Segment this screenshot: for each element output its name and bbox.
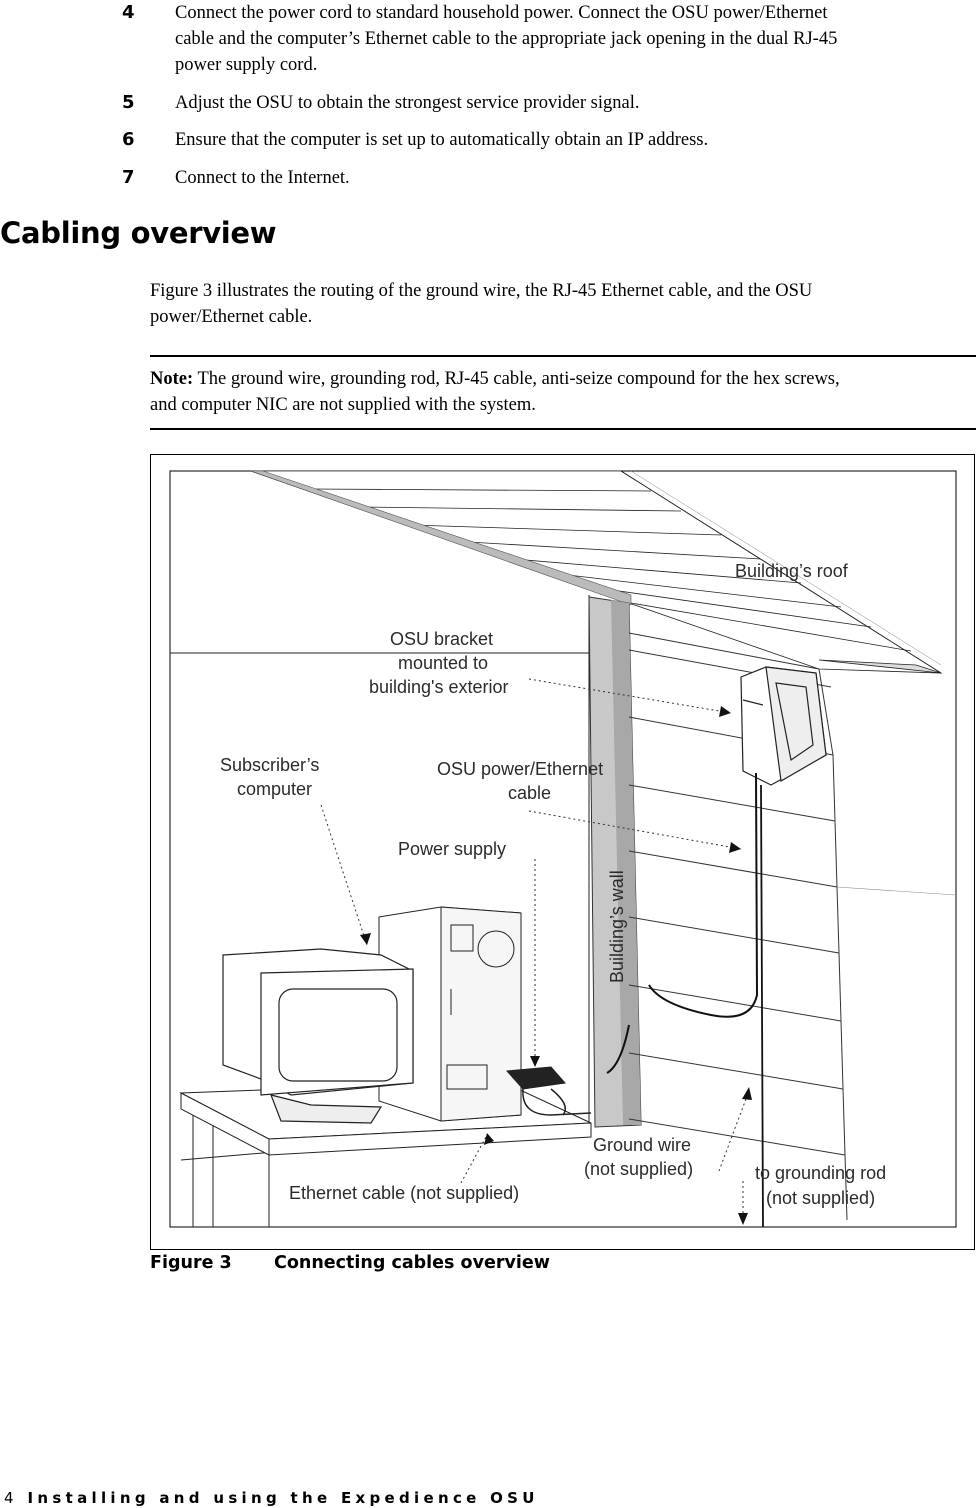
page-number: 4 — [4, 1489, 14, 1507]
caption-number: Figure 3 — [150, 1253, 232, 1273]
step-text-line: Connect the power cord to standard household power. Connect the OSU power/Ethernet — [175, 3, 828, 23]
intro-paragraph — [150, 278, 976, 330]
label-ground-wire-2: (not supplied) — [584, 1159, 694, 1179]
note-top-rule — [150, 355, 976, 357]
note — [150, 366, 976, 418]
label-roof: Building’s roof — [735, 561, 848, 581]
figure-caption — [150, 1253, 550, 1273]
step-text-line: power supply cord. — [175, 55, 318, 75]
caption-title: Connecting cables overview — [274, 1253, 550, 1273]
cabling-illustration — [151, 455, 976, 1251]
footer-title: Installing and using the Expedience OSU — [27, 1489, 539, 1507]
ground-wire-line — [761, 785, 763, 1227]
step-number: 7 — [122, 167, 135, 188]
step-text-line: Connect to the Internet. — [175, 168, 350, 188]
step-text-line: cable and the computer’s Ethernet cable to the appropriate jack opening in the dual RJ-45 — [175, 29, 838, 49]
label-power-supply: Power supply — [398, 839, 507, 859]
label-bracket-3: building's exterior — [369, 677, 509, 697]
step-text-line: Adjust the OSU to obtain the strongest service provider signal. — [175, 93, 640, 113]
label-grounding-rod-2: (not supplied) — [766, 1188, 876, 1208]
step-number: 5 — [122, 92, 135, 113]
label-computer-1: Subscriber’s — [220, 755, 320, 775]
label-ground-wire-1: Ground wire — [593, 1135, 692, 1155]
figure-3 — [150, 454, 975, 1250]
label-ethernet: Ethernet cable (not supplied) — [289, 1183, 520, 1203]
label-wall: Building’s wall — [607, 870, 627, 983]
label-grounding-rod-1: to grounding rod — [755, 1163, 887, 1183]
step-number: 4 — [122, 2, 135, 23]
osu-unit — [741, 667, 826, 785]
note-bottom-rule — [150, 428, 976, 430]
intro-line: Figure 3 illustrates the routing of the ground wire, the RJ-45 Ethernet cable, and the OSU — [150, 281, 813, 301]
section-title: Cabling overview — [0, 216, 277, 250]
step-number: 6 — [122, 129, 135, 150]
step-text-line: Ensure that the computer is set up to automatically obtain an IP address. — [175, 130, 709, 150]
label-computer-2: computer — [237, 779, 313, 799]
note-text: and computer NIC are not supplied with the system. — [150, 395, 536, 415]
note-text: The ground wire, grounding rod, RJ-45 cable, anti-seize compound for the hex screws, — [193, 369, 840, 389]
label-osu-cable-1: OSU power/Ethernet — [437, 759, 604, 779]
label-bracket-1: OSU bracket — [390, 629, 494, 649]
label-bracket-2: mounted to — [398, 653, 489, 673]
osu-cable — [649, 773, 757, 1017]
page-footer — [4, 1489, 539, 1507]
note-label: Note: — [150, 369, 194, 389]
label-osu-cable-2: cable — [508, 783, 552, 803]
intro-line: power/Ethernet cable. — [150, 307, 313, 327]
